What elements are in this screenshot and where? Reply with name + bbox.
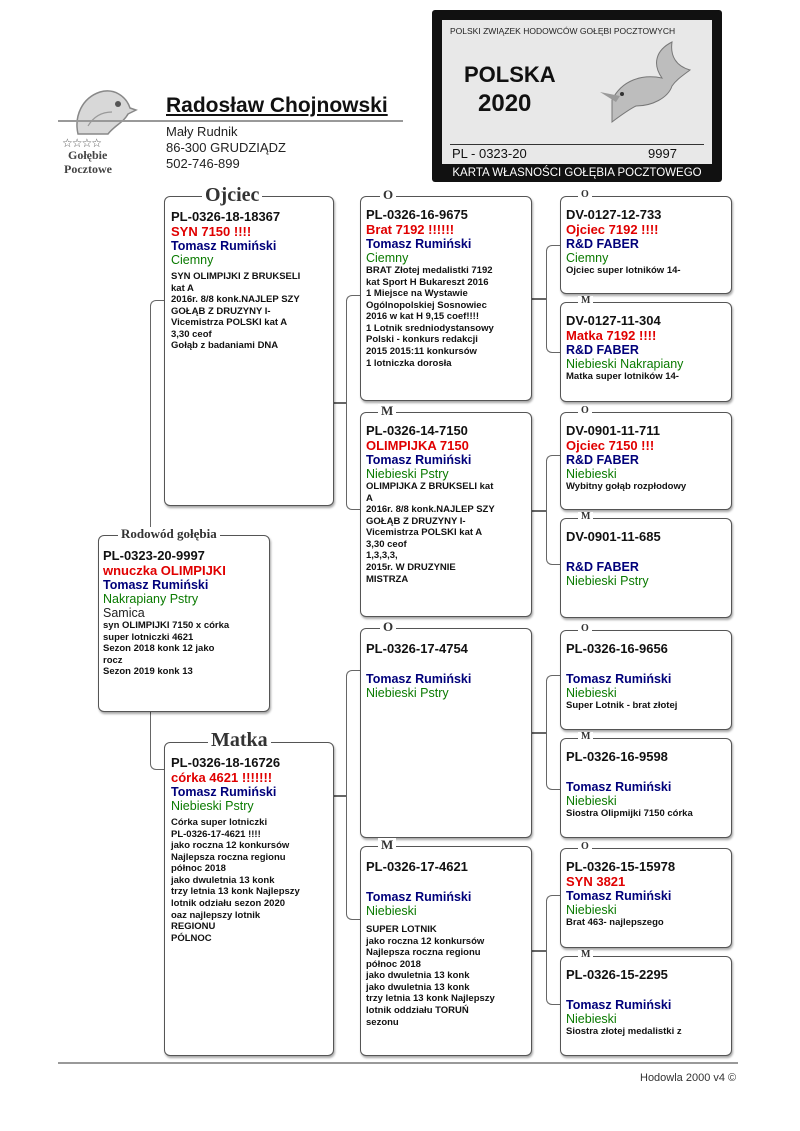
father-ring: PL-0326-18-18367 — [171, 209, 281, 224]
mmm-legend: M — [578, 950, 593, 960]
mm-desc: SUPER LOTNIK jako roczna 12 konkursów Najlepsza roczna regionu północ 2018 jako dwuletnia 13 konk jako dwuletnia 13 konk trzy letnia 13 konk Najlepszy lotnik oddziału TORUŃ sezonu — [366, 924, 495, 1028]
mfm-card — [560, 738, 732, 838]
breeder-address-line1: Mały Rudnik — [166, 124, 238, 139]
mf-legend: O — [380, 620, 396, 633]
fmm-color: Niebieski Pstry — [566, 574, 649, 588]
logo-text-1: Gołębie — [68, 148, 108, 162]
mfm-color: Niebieski — [566, 794, 617, 808]
fmf-legend: O — [578, 406, 592, 416]
fff-legend: O — [578, 190, 592, 200]
fff-nick: Ojciec 7192 !!!! — [566, 222, 659, 237]
logo-text-2: Pocztowe — [64, 162, 112, 176]
breeder-phone: 502-746-899 — [166, 156, 240, 171]
mmm-ring: PL-0326-15-2295 — [566, 967, 668, 982]
fmf-desc: Wybitny gołąb rozpłodowy — [566, 481, 687, 492]
ff-card — [360, 196, 532, 401]
mother-legend: Matka — [208, 730, 271, 750]
mm-card — [360, 846, 532, 1056]
ff-desc: BRAT Złotej medalistki 7192 kat Sport H Bukareszt 2016 1 Miejsce na Wystawie Ogólnopolskiej Sosnowiec 2016 w kat H 9,15 coef!!!! 1 Lotnik sredniodystansowy Polski - konkurs redakcji 2015 2015:11 konkursów 1 lotniczka dorosła — [366, 265, 494, 369]
mmf-ring: PL-0326-15-15978 — [566, 859, 676, 874]
card-ring-prefix: PL - 0323-20 — [452, 146, 527, 161]
ffm-card — [560, 302, 732, 402]
fmf-nick: Ojciec 7150 !!! — [566, 438, 655, 453]
mfm-owner: Tomasz Rumiński — [566, 780, 672, 794]
mother-owner: Tomasz Rumiński — [171, 785, 277, 799]
mfm-ring: PL-0326-16-9598 — [566, 749, 668, 764]
mmf-legend: O — [578, 842, 592, 852]
mmf-card — [560, 848, 732, 948]
breeder-name: Radosław Chojnowski — [166, 94, 388, 117]
fmm-card — [560, 518, 732, 618]
card-inner — [442, 20, 712, 164]
logo-stars: ☆☆☆☆ — [62, 136, 102, 150]
connector-father-stub — [332, 402, 346, 404]
card-ring-rule — [450, 144, 704, 145]
connector-mf-ggp — [546, 675, 560, 790]
fm-card — [360, 412, 532, 617]
mmf-desc: Brat 463- najlepszego — [566, 917, 664, 928]
fff-desc: Ojciec super lotników 14- — [566, 265, 681, 276]
mmf-color: Niebieski — [566, 903, 617, 917]
ffm-ring: DV-0127-11-304 — [566, 313, 661, 328]
subject-owner: Tomasz Rumiński — [103, 578, 209, 592]
ff-legend: O — [380, 188, 396, 201]
mmm-owner: Tomasz Rumiński — [566, 998, 672, 1012]
connector-mother-stub — [332, 795, 346, 797]
footer-rule — [58, 1062, 738, 1064]
ffm-desc: Matka super lotników 14- — [566, 371, 679, 382]
ffm-color: Niebieski Nakrapiany — [566, 357, 684, 371]
father-nick: SYN 7150 !!!! — [171, 224, 252, 239]
mmf-owner: Tomasz Rumiński — [566, 889, 672, 903]
connector-ff-stub — [530, 298, 546, 300]
mff-color: Niebieski — [566, 686, 617, 700]
ffm-nick: Matka 7192 !!!! — [566, 328, 657, 343]
card-caption: KARTA WŁASNOŚCI GOŁĘBIA POCZTOWEGO — [452, 167, 702, 179]
mfm-legend: M — [578, 732, 593, 742]
mm-legend: M — [378, 838, 396, 851]
mff-owner: Tomasz Rumiński — [566, 672, 672, 686]
header-rule — [58, 120, 403, 122]
breeder-address-line2: 86-300 GRUDZIĄDZ — [166, 140, 286, 155]
fm-desc: OLIMPIJKA Z BRUKSELI kat A 2016r. 8/8 konk.NAJLEP SZY GOŁĄB Z DRUZYNY I- Vicemistrza POLSKI kat A 3,30 ceof 1,3,3,3, 2015r. W DRUZYNIE MISTRZA — [366, 481, 495, 585]
fff-ring: DV-0127-12-733 — [566, 207, 662, 222]
fm-owner: Tomasz Rumiński — [366, 453, 472, 467]
mff-legend: O — [578, 624, 592, 634]
mm-color: Niebieski — [366, 904, 417, 918]
mf-color: Niebieski Pstry — [366, 686, 449, 700]
fff-owner: R&D FABER — [566, 237, 639, 251]
father-owner: Tomasz Rumiński — [171, 239, 277, 253]
subject-color: Nakrapiany Pstry — [103, 592, 199, 606]
fmf-color: Niebieski — [566, 467, 617, 481]
ff-owner: Tomasz Rumiński — [366, 237, 472, 251]
card-ring-number: 9997 — [648, 146, 677, 161]
mother-nick: córka 4621 !!!!!!! — [171, 770, 273, 785]
breeder-logo — [60, 86, 140, 176]
fmm-ring: DV-0901-11-685 — [566, 529, 661, 544]
mm-owner: Tomasz Rumiński — [366, 890, 472, 904]
ff-ring: PL-0326-16-9675 — [366, 207, 468, 222]
subject-desc: syn OLIMPIJKI 7150 x córka super lotniczki 4621 Sezon 2018 konk 12 jako rocz Sezon 2019 konk 13 — [103, 620, 230, 678]
mm-ring: PL-0326-17-4621 — [366, 859, 468, 874]
mf-ring: PL-0326-17-4754 — [366, 641, 468, 656]
mf-card — [360, 628, 532, 838]
ff-nick: Brat 7192 !!!!!! — [366, 222, 455, 237]
connector-fm-ggp — [546, 455, 560, 565]
ffm-legend: M — [578, 296, 593, 306]
subject-nick: wnuczka OLIMPIJKI — [103, 563, 226, 578]
fmf-ring: DV-0901-11-711 — [566, 423, 660, 438]
connector-mm-stub — [530, 950, 546, 952]
fff-color: Ciemny — [566, 251, 609, 265]
mmf-nick: SYN 3821 — [566, 874, 626, 889]
mmm-card — [560, 956, 732, 1056]
card-year: 2020 — [478, 90, 532, 117]
connector-mf-stub — [530, 732, 546, 734]
fm-color: Niebieski Pstry — [366, 467, 449, 481]
subject-sex: Samica — [103, 606, 145, 620]
card-country: POLSKA — [464, 62, 556, 87]
mff-card — [560, 630, 732, 730]
father-card — [164, 196, 334, 506]
mf-owner: Tomasz Rumiński — [366, 672, 472, 686]
fm-nick: OLIMPIJKA 7150 — [366, 438, 469, 453]
mmm-color: Niebieski — [566, 1012, 617, 1026]
mother-desc: Córka super lotniczki PL-0326-17-4621 !!!! jako roczna 12 konkursów Najlepsza roczna regionu północ 2018 jako dwuletnia 13 konk trzy letnia 13 konk Najlepszy lotnik odziału sezon 2020 oaz najlepszy lotnik REGIONU PÓLNOC — [171, 817, 300, 944]
father-legend: Ojciec — [202, 185, 262, 205]
mother-card — [164, 742, 334, 1056]
subject-card — [98, 535, 270, 712]
father-desc: SYN OLIMPIJKI Z BRUKSELI kat A 2016r. 8/8 konk.NAJLEP SZY GOŁĄB Z DRUZYNY I- Vicemistrza POLSKI kat A 3,30 ceof Gołąb z badaniami DNA — [171, 271, 301, 352]
ownership-card — [432, 10, 722, 182]
mff-ring: PL-0326-16-9656 — [566, 641, 668, 656]
fm-legend: M — [378, 404, 396, 417]
subject-legend: Rodowód gołębia — [118, 527, 220, 540]
fm-ring: PL-0326-14-7150 — [366, 423, 468, 438]
flying-pigeon-icon — [592, 40, 702, 128]
fmf-card — [560, 412, 732, 510]
ffm-owner: R&D FABER — [566, 343, 639, 357]
father-color: Ciemny — [171, 253, 214, 267]
mff-desc: Super Lotnik - brat złotej — [566, 700, 678, 711]
connector-fm-stub — [530, 510, 546, 512]
pigeon-head-icon — [68, 86, 138, 138]
footer-software: Hodowla 2000 v4 © — [640, 1072, 737, 1084]
subject-ring: PL-0323-20-9997 — [103, 548, 205, 563]
fmm-legend: M — [578, 512, 593, 522]
fmf-owner: R&D FABER — [566, 453, 639, 467]
fff-card — [560, 196, 732, 294]
mfm-desc: Siostra Olipmijki 7150 córka — [566, 808, 693, 819]
mother-color: Niebieski Pstry — [171, 799, 254, 813]
connector-ff-ggp — [546, 245, 560, 353]
fmm-owner: R&D FABER — [566, 560, 639, 574]
mmm-desc: Siostra złotej medalistki z — [566, 1026, 682, 1037]
card-association: POLSKI ZWIĄZEK HODOWCÓW GOŁĘBI POCZTOWYCH — [450, 26, 676, 36]
mother-ring: PL-0326-18-16726 — [171, 755, 281, 770]
connector-mm-ggp — [546, 895, 560, 1005]
ff-color: Ciemny — [366, 251, 409, 265]
